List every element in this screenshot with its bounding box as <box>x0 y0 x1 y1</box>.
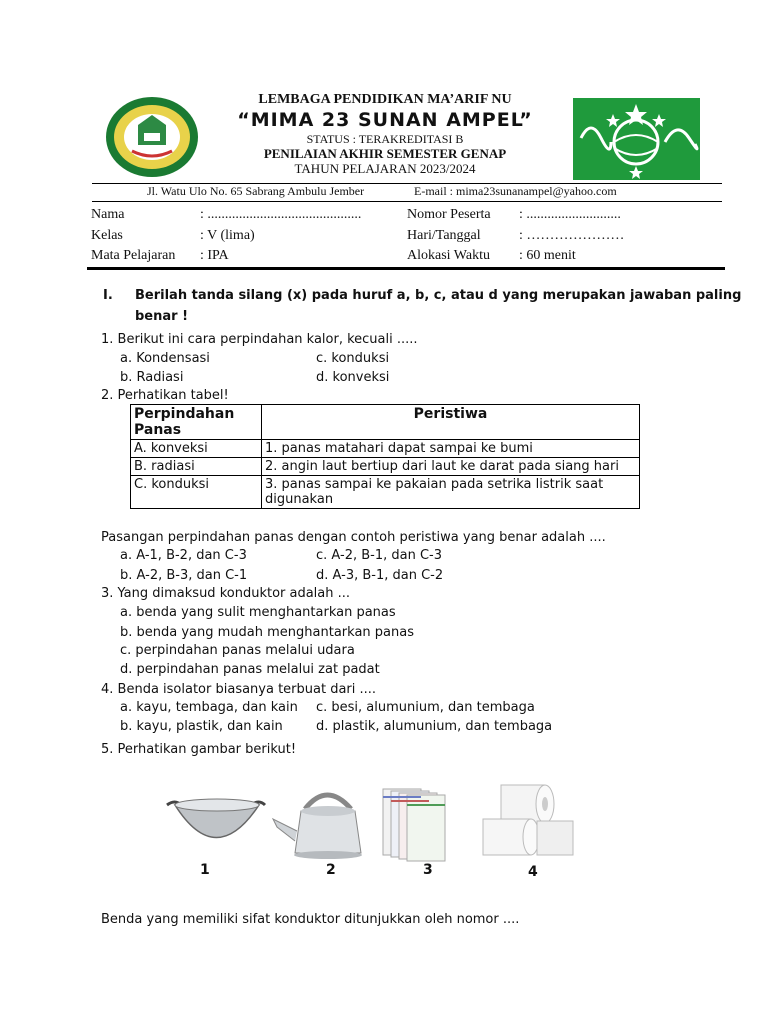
q2-option-b[interactable]: b. A-2, B-3, dan C-1 <box>120 568 248 583</box>
nu-emblem-logo <box>573 98 700 180</box>
tissue-rolls-image <box>483 785 573 855</box>
q1-option-c[interactable]: c. konduksi <box>316 351 390 366</box>
class-value: : V (lima) <box>200 228 255 243</box>
school-seal-logo <box>104 95 200 179</box>
q2-option-c[interactable]: c. A-2, B-1, dan C-3 <box>316 548 443 563</box>
exam-title: PENILAIAN AKHIR SEMESTER GENAP <box>263 146 507 161</box>
question-4: 4. Benda isolator biasanya terbuat dari .... <box>101 682 377 697</box>
table-header-event: Peristiwa <box>262 405 640 440</box>
participant-number-field[interactable]: : ........................... <box>519 207 621 222</box>
kettle-image <box>273 795 362 859</box>
name-field[interactable]: : ............................................ <box>200 207 362 222</box>
towels-image <box>383 789 445 861</box>
info-divider <box>87 267 725 270</box>
heat-transfer-table <box>130 404 640 509</box>
question-2-followup: Pasangan perpindahan panas dengan contoh peristiwa yang benar adalah .... <box>101 530 606 545</box>
image-label-3: 3 <box>423 862 433 878</box>
question-3: 3. Yang dimaksud konduktor adalah ... <box>101 586 351 601</box>
q2-option-a[interactable]: a. A-1, B-2, dan C-3 <box>120 548 247 563</box>
accreditation-status: STATUS : TERAKREDITASI B <box>306 132 464 146</box>
q4-option-b[interactable]: b. kayu, plastik, dan kain <box>120 719 283 734</box>
time-allocation-label: Alokasi Waktu <box>407 248 490 263</box>
date-label: Hari/Tanggal <box>407 228 481 243</box>
institution-name: LEMBAGA PENDIDIKAN MA’ARIF NU <box>258 92 512 107</box>
subject-label: Mata Pelajaran <box>91 248 176 263</box>
table-cell: 3. panas sampai ke pakaian pada setrika listrik saat digunakan <box>262 476 640 509</box>
image-label-4: 4 <box>528 864 538 880</box>
section-instruction-line2: benar ! <box>135 309 189 324</box>
time-allocation-value: : 60 menit <box>519 248 576 263</box>
image-label-1: 1 <box>200 862 210 878</box>
name-label: Nama <box>91 207 125 222</box>
header-divider-bottom <box>92 201 722 202</box>
q3-option-a[interactable]: a. benda yang sulit menghantarkan panas <box>120 605 396 620</box>
table-cell: C. konduksi <box>131 476 262 509</box>
image-label-2: 2 <box>326 862 336 878</box>
q3-option-c[interactable]: c. perpindahan panas melalui udara <box>120 643 355 658</box>
table-row <box>131 440 640 458</box>
section-number: I. <box>103 288 113 303</box>
q3-option-b[interactable]: b. benda yang mudah menghantarkan panas <box>120 625 414 640</box>
question-2: 2. Perhatikan tabel! <box>101 388 229 403</box>
question-5-images <box>165 775 585 885</box>
section-instruction-line1: Berilah tanda silang (x) pada huruf a, b, c, atau d yang merupakan jawaban paling <box>135 288 742 303</box>
q4-option-d[interactable]: d. plastik, alumunium, dan tembaga <box>316 719 553 734</box>
school-name: “MIMA 23 SUNAN AMPEL” <box>237 109 533 131</box>
q1-option-a[interactable]: a. Kondensasi <box>120 351 210 366</box>
school-email: E-mail : mima23sunanampel@yahoo.com <box>414 184 617 198</box>
table-cell: B. radiasi <box>131 458 262 476</box>
participant-number-label: Nomor Peserta <box>407 207 491 222</box>
table-row <box>131 458 640 476</box>
wok-image <box>167 799 265 838</box>
q4-option-c[interactable]: c. besi, alumunium, dan tembaga <box>316 700 535 715</box>
q1-option-b[interactable]: b. Radiasi <box>120 370 184 385</box>
subject-value: : IPA <box>200 248 229 263</box>
table-cell: A. konveksi <box>131 440 262 458</box>
academic-year: TAHUN PELAJARAN 2023/2024 <box>294 161 476 176</box>
q4-option-a[interactable]: a. kayu, tembaga, dan kain <box>120 700 298 715</box>
question-5-followup: Benda yang memiliki sifat konduktor ditunjukkan oleh nomor .... <box>101 912 520 927</box>
question-5: 5. Perhatikan gambar berikut! <box>101 742 297 757</box>
school-address: Jl. Watu Ulo No. 65 Sabrang Ambulu Jember <box>147 184 365 198</box>
table-header-heat-transfer: Perpindahan Panas <box>131 405 262 440</box>
table-row <box>131 476 640 509</box>
date-field[interactable]: : ………………… <box>519 228 625 243</box>
q1-option-d[interactable]: d. konveksi <box>316 370 390 385</box>
class-label: Kelas <box>91 228 123 243</box>
table-cell: 2. angin laut bertiup dari laut ke darat pada siang hari <box>262 458 640 476</box>
q3-option-d[interactable]: d. perpindahan panas melalui zat padat <box>120 662 380 677</box>
table-cell: 1. panas matahari dapat sampai ke bumi <box>262 440 640 458</box>
question-1: 1. Berikut ini cara perpindahan kalor, kecuali ..... <box>101 332 418 347</box>
q2-option-d[interactable]: d. A-3, B-1, dan C-2 <box>316 568 444 583</box>
